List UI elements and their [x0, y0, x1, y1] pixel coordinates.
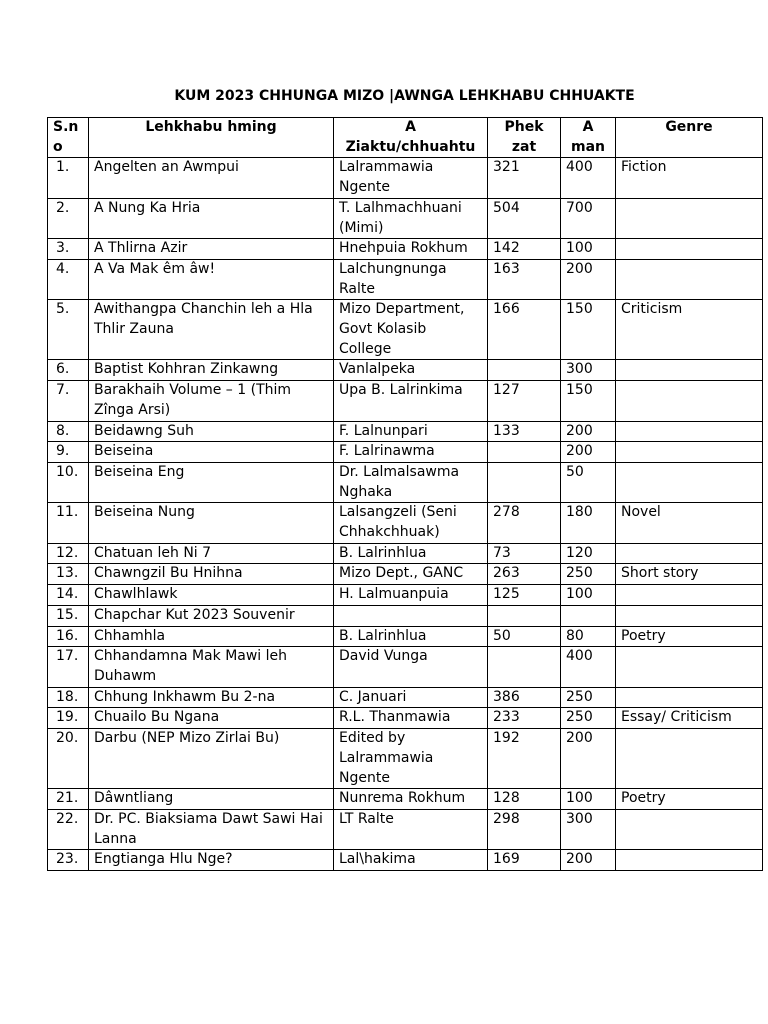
- cell-serial: 10.: [48, 462, 89, 502]
- cell-genre: Essay/ Criticism: [616, 708, 763, 729]
- cell-pages: 133: [488, 421, 561, 442]
- cell-book-name: Beiseina Nung: [89, 503, 334, 543]
- cell-serial: 16.: [48, 626, 89, 647]
- table-row: [48, 462, 763, 502]
- cell-price: [561, 605, 616, 626]
- cell-serial: 2.: [48, 198, 89, 238]
- cell-book-name: Chhamhla: [89, 626, 334, 647]
- cell-genre: [616, 239, 763, 260]
- cell-genre: [616, 381, 763, 421]
- cell-serial: 7.: [48, 381, 89, 421]
- table-row: [48, 543, 763, 564]
- cell-pages: 263: [488, 564, 561, 585]
- table-row: [48, 381, 763, 421]
- cell-serial: 15.: [48, 605, 89, 626]
- cell-author: F. Lalrinawma: [334, 442, 488, 463]
- cell-serial: 11.: [48, 503, 89, 543]
- cell-author: Mizo Dept., GANC: [334, 564, 488, 585]
- cell-serial: 4.: [48, 259, 89, 299]
- table-header-row: [48, 118, 763, 158]
- cell-genre: [616, 360, 763, 381]
- cell-genre: [616, 259, 763, 299]
- table-row: [48, 300, 763, 360]
- cell-pages: 321: [488, 158, 561, 198]
- cell-serial: 1.: [48, 158, 89, 198]
- cell-serial: 23.: [48, 850, 89, 871]
- cell-book-name: Chawngzil Bu Hnihna: [89, 564, 334, 585]
- cell-serial: 22.: [48, 809, 89, 849]
- cell-book-name: Chatuan leh Ni 7: [89, 543, 334, 564]
- cell-pages: [488, 647, 561, 687]
- cell-author: Mizo Department, Govt Kolasib College: [334, 300, 488, 360]
- cell-pages: 125: [488, 585, 561, 606]
- cell-genre: [616, 647, 763, 687]
- cell-genre: [616, 442, 763, 463]
- cell-book-name: Engtianga Hlu Nge?: [89, 850, 334, 871]
- cell-price: 400: [561, 647, 616, 687]
- cell-genre: Poetry: [616, 789, 763, 810]
- cell-serial: 21.: [48, 789, 89, 810]
- cell-book-name: Angelten an Awmpui: [89, 158, 334, 198]
- cell-pages: 504: [488, 198, 561, 238]
- cell-price: 120: [561, 543, 616, 564]
- table-row: [48, 442, 763, 463]
- cell-pages: 233: [488, 708, 561, 729]
- table-row: [48, 503, 763, 543]
- cell-book-name: Dr. PC. Biaksiama Dawt Sawi Hai Lanna: [89, 809, 334, 849]
- cell-genre: [616, 543, 763, 564]
- cell-book-name: Chawlhlawk: [89, 585, 334, 606]
- cell-price: 250: [561, 708, 616, 729]
- cell-book-name: Chuailo Bu Ngana: [89, 708, 334, 729]
- table-row: [48, 647, 763, 687]
- cell-author: R.L. Thanmawia: [334, 708, 488, 729]
- cell-book-name: A Va Mak êm âw!: [89, 259, 334, 299]
- cell-book-name: Beiseina Eng: [89, 462, 334, 502]
- cell-price: 150: [561, 300, 616, 360]
- table-row: [48, 259, 763, 299]
- cell-serial: 14.: [48, 585, 89, 606]
- cell-serial: 9.: [48, 442, 89, 463]
- table-row: [48, 687, 763, 708]
- cell-book-name: Barakhaih Volume – 1 (Thim Zînga Arsi): [89, 381, 334, 421]
- cell-price: 80: [561, 626, 616, 647]
- cell-pages: [488, 605, 561, 626]
- cell-price: 200: [561, 442, 616, 463]
- cell-pages: 128: [488, 789, 561, 810]
- cell-author: LT Ralte: [334, 809, 488, 849]
- cell-pages: 166: [488, 300, 561, 360]
- cell-pages: 386: [488, 687, 561, 708]
- cell-author: Lalsangzeli (Seni Chhakchhuak): [334, 503, 488, 543]
- cell-genre: [616, 462, 763, 502]
- cell-pages: 298: [488, 809, 561, 849]
- cell-genre: Novel: [616, 503, 763, 543]
- cell-genre: Short story: [616, 564, 763, 585]
- cell-book-name: A Nung Ka Hria: [89, 198, 334, 238]
- cell-serial: 13.: [48, 564, 89, 585]
- table-row: [48, 850, 763, 871]
- cell-genre: [616, 605, 763, 626]
- cell-price: 300: [561, 809, 616, 849]
- table-row: [48, 809, 763, 849]
- cell-book-name: Chapchar Kut 2023 Souvenir: [89, 605, 334, 626]
- cell-author: Nunrema Rokhum: [334, 789, 488, 810]
- cell-genre: [616, 585, 763, 606]
- cell-price: 200: [561, 421, 616, 442]
- cell-book-name: A Thlirna Azir: [89, 239, 334, 260]
- header-serial: S.no: [48, 118, 89, 158]
- cell-author: H. Lalmuanpuia: [334, 585, 488, 606]
- cell-genre: Fiction: [616, 158, 763, 198]
- document-title: KUM 2023 CHHUNGA MIZO |AWNGA LEHKHABU CHHUAKTE: [174, 88, 635, 104]
- cell-price: 50: [561, 462, 616, 502]
- cell-book-name: Chhung Inkhawm Bu 2-na: [89, 687, 334, 708]
- cell-book-name: Darbu (NEP Mizo Zirlai Bu): [89, 729, 334, 789]
- table-row: [48, 239, 763, 260]
- cell-author: C. Januari: [334, 687, 488, 708]
- cell-pages: 73: [488, 543, 561, 564]
- cell-pages: 192: [488, 729, 561, 789]
- cell-author: Dr. Lalmalsawma Nghaka: [334, 462, 488, 502]
- cell-book-name: Beiseina: [89, 442, 334, 463]
- cell-price: 180: [561, 503, 616, 543]
- header-author: A Ziaktu/chhuahtu: [334, 118, 488, 158]
- table-row: [48, 564, 763, 585]
- header-genre: Genre: [616, 118, 763, 158]
- cell-serial: 17.: [48, 647, 89, 687]
- cell-price: 400: [561, 158, 616, 198]
- table-row: [48, 158, 763, 198]
- cell-price: 200: [561, 729, 616, 789]
- cell-serial: 12.: [48, 543, 89, 564]
- cell-author: T. Lalhmachhuani (Mimi): [334, 198, 488, 238]
- table-row: [48, 789, 763, 810]
- cell-genre: Criticism: [616, 300, 763, 360]
- cell-genre: [616, 421, 763, 442]
- table-body: [48, 158, 763, 871]
- cell-author: Upa B. Lalrinkima: [334, 381, 488, 421]
- cell-price: 200: [561, 850, 616, 871]
- cell-book-name: Dâwntliang: [89, 789, 334, 810]
- cell-serial: 8.: [48, 421, 89, 442]
- cell-genre: [616, 850, 763, 871]
- cell-genre: [616, 809, 763, 849]
- table-row: [48, 708, 763, 729]
- cell-price: 150: [561, 381, 616, 421]
- book-list-table: [47, 117, 763, 871]
- table-row: [48, 626, 763, 647]
- header-price: A man: [561, 118, 616, 158]
- cell-genre: Poetry: [616, 626, 763, 647]
- cell-pages: 278: [488, 503, 561, 543]
- table-row: [48, 729, 763, 789]
- cell-author: Lalrammawia Ngente: [334, 158, 488, 198]
- cell-price: 100: [561, 789, 616, 810]
- cell-serial: 20.: [48, 729, 89, 789]
- cell-serial: 3.: [48, 239, 89, 260]
- cell-genre: [616, 687, 763, 708]
- table-row: [48, 585, 763, 606]
- cell-pages: 163: [488, 259, 561, 299]
- cell-price: 200: [561, 259, 616, 299]
- cell-author: Hnehpuia Rokhum: [334, 239, 488, 260]
- cell-genre: [616, 729, 763, 789]
- cell-price: 300: [561, 360, 616, 381]
- table-row: [48, 198, 763, 238]
- cell-price: 700: [561, 198, 616, 238]
- cell-book-name: Awithangpa Chanchin leh a Hla Thlir Zauna: [89, 300, 334, 360]
- cell-pages: 169: [488, 850, 561, 871]
- cell-author: Vanlalpeka: [334, 360, 488, 381]
- cell-pages: 127: [488, 381, 561, 421]
- table-row: [48, 360, 763, 381]
- cell-serial: 6.: [48, 360, 89, 381]
- cell-price: 100: [561, 585, 616, 606]
- cell-pages: 142: [488, 239, 561, 260]
- cell-author: David Vunga: [334, 647, 488, 687]
- cell-pages: 50: [488, 626, 561, 647]
- cell-author: F. Lalnunpari: [334, 421, 488, 442]
- cell-book-name: Baptist Kohhran Zinkawng: [89, 360, 334, 381]
- cell-price: 250: [561, 687, 616, 708]
- cell-serial: 19.: [48, 708, 89, 729]
- cell-pages: [488, 360, 561, 381]
- cell-author: [334, 605, 488, 626]
- cell-pages: [488, 462, 561, 502]
- header-pages: Phek zat: [488, 118, 561, 158]
- cell-author: B. Lalrinhlua: [334, 543, 488, 564]
- cell-pages: [488, 442, 561, 463]
- cell-book-name: Beidawng Suh: [89, 421, 334, 442]
- cell-book-name: Chhandamna Mak Mawi leh Duhawm: [89, 647, 334, 687]
- cell-author: B. Lalrinhlua: [334, 626, 488, 647]
- cell-price: 100: [561, 239, 616, 260]
- table-row: [48, 421, 763, 442]
- cell-author: Lalchungnunga Ralte: [334, 259, 488, 299]
- header-book-name: Lehkhabu hming: [89, 118, 334, 158]
- cell-price: 250: [561, 564, 616, 585]
- cell-serial: 18.: [48, 687, 89, 708]
- table-row: [48, 605, 763, 626]
- cell-author: Lal\hakima: [334, 850, 488, 871]
- cell-genre: [616, 198, 763, 238]
- cell-author: Edited by Lalrammawia Ngente: [334, 729, 488, 789]
- cell-serial: 5.: [48, 300, 89, 360]
